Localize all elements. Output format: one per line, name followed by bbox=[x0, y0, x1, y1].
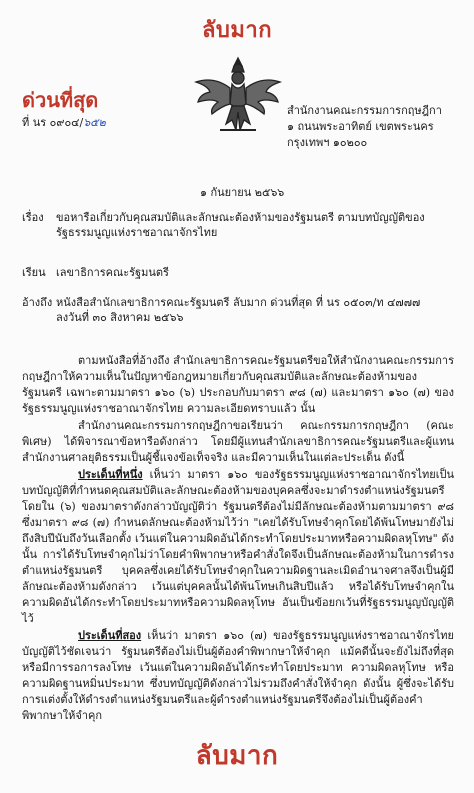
reference-number-prefix: ที่ นร ๐๙๐๔/ bbox=[22, 116, 84, 129]
issue-two-heading: ประเด็นที่สอง bbox=[78, 629, 142, 642]
issue-one-text: เห็นว่า มาตรา ๑๖๐ ของรัฐธรรมนูญแห่งราชอาณาจักรไทยเป็นบทบัญญัติที่กำหนดคุณสมบัติและลักษณะต้องห้ามของบุคคลซึ่งจะมาดำรงตำแหน่งรัฐมนตรี โดยใน (๖) ของมาตราดังกล่าวบัญญัติว่า รัฐมนตรีต้องไม่มีลักษณะต้องห้ามตามมาตรา ๙๘ ซึ่งมาตรา ๙๘ (๗) กำหนดลักษณะต้องห้ามไว้ว่า "เคยได้รับโทษจำคุกโดยได้พ้นโทษมายังไม่ถึงสิบปีนับถึงวันเลือกตั้ง เว้นแต่ในความผิดอันได้กระทำโดยประมาทหรือความผิดลหุโทษ" ดังนั้น การได้รับโทษจำคุกไม่ว่าโดยคำพิพากษาหรือคำสั่งใดจึงเป็นลักษณะต้องห้ามในการดำรงตำแหน่งรัฐมนตรี บุคคลซึ่งเคยได้รับโทษจำคุกในความผิดฐานละเมิดอำนาจศาลจึงเป็นผู้มีลักษณะต้องห้ามดังกล่าว เว้นแต่บุคคลนั้นได้พ้นโทษเกินสิบปีแล้ว หรือได้รับโทษจำคุกในความผิดอันได้กระทำโดยประมาทหรือความผิดลหุโทษ อันเป็นข้อยกเว้นที่รัฐธรรมนูญบัญญัติไว้ bbox=[22, 468, 454, 625]
subject-label: เรื่อง bbox=[22, 211, 44, 224]
sender-office: สำนักงานคณะกรรมการกฤษฎีกา bbox=[287, 104, 442, 117]
document-date: ๑ กันยายน ๒๕๖๖ bbox=[200, 186, 285, 199]
recipient-text: เลขาธิการคณะรัฐมนตรี bbox=[56, 266, 169, 279]
classification-header: ลับมาก bbox=[201, 18, 273, 43]
issue-two-text: เห็นว่า มาตรา ๑๖๐ (๗) ของรัฐธรรมนูญแห่งราชอาณาจักรไทยบัญญัติไว้ชัดเจนว่า รัฐมนตรีต้องไม่เป็นผู้ต้องคำพิพากษาให้จำคุก แม้คดีนั้นจะยังไม่ถึงที่สุด หรือมีการรอการลงโทษ เว้นแต่ในความผิดอันได้กระทำโดยประมาท ความผิดลหุโทษ หรือความผิดฐานหมิ่นประมาท ซึ่งบทบัญญัติดังกล่าวไม่รวมถึงคำสั่งให้จำคุก ดังนั้น ผู้ซึ่งจะได้รับการแต่งตั้งให้ดำรงตำแหน่งรัฐมนตรีและผู้ดำรงตำแหน่งรัฐมนตรีจึงต้องไม่เป็นผู้ต้องคำพิพากษาให้จำคุก bbox=[22, 629, 454, 722]
issue-one-heading: ประเด็นที่หนึ่ง bbox=[78, 468, 143, 481]
reference-text bbox=[56, 295, 456, 325]
reference-number-handwritten: ๖๕๒ bbox=[83, 116, 106, 129]
reference-number bbox=[22, 113, 106, 131]
reference-line1: หนังสือสำนักเลขาธิการคณะรัฐมนตรี ลับมาก ด่วนที่สุด ที่ นร ๐๕๐๓/ท ๔๗๗๗ bbox=[56, 296, 421, 309]
reference-line2: ลงวันที่ ๓๐ สิงหาคม ๒๕๖๖ bbox=[56, 311, 184, 324]
subject-line bbox=[22, 210, 456, 240]
body-paragraph-1: ตามหนังสือที่อ้างถึง สำนักเลขาธิการคณะรัฐมนตรีขอให้สำนักงานคณะกรรมการกฤษฎีกาให้ความเห็นในปัญหาข้อกฎหมายเกี่ยวกับคุณสมบัติและลักษณะต้องห้ามของรัฐมนตรี เฉพาะตามมาตรา ๑๖๐ (๖) ประกอบกับมาตรา ๙๘ (๗) และมาตรา ๑๖๐ (๗) ของรัฐธรรมนูญแห่งราชอาณาจักรไทย ความละเอียดทราบแล้ว นั้น bbox=[22, 354, 454, 415]
classification-footer: ลับมาก bbox=[195, 741, 279, 771]
body-paragraph-4 bbox=[22, 628, 454, 724]
sender-address bbox=[287, 103, 442, 151]
garuda-emblem-icon bbox=[190, 52, 286, 136]
sender-city: กรุงเทพฯ ๑๐๒๐๐ bbox=[287, 136, 368, 149]
urgency-label: ด่วนที่สุด bbox=[22, 88, 99, 112]
recipient-line bbox=[22, 265, 456, 280]
body-paragraph-3 bbox=[22, 467, 454, 627]
body-paragraph-2: สำนักงานคณะกรรมการกฤษฎีกาขอเรียนว่า คณะกรรมการกฤษฎีกา (คณะพิเศษ) ได้พิจารณาข้อหารือดังกล่าว โดยมีผู้แทนสำนักเลขาธิการคณะรัฐมนตรีและผู้แทนสำนักงานศาลยุติธรรมเป็นผู้ชี้แจงข้อเท็จจริง และมีความเห็นในแต่ละประเด็น ดังนี้ bbox=[22, 419, 454, 464]
recipient-label: เรียน bbox=[22, 266, 46, 279]
reference-label: อ้างถึง bbox=[22, 296, 53, 309]
reference-line bbox=[22, 295, 456, 325]
sender-street: ๑ ถนนพระอาทิตย์ เขตพระนคร bbox=[287, 120, 434, 133]
subject-text: ขอหารือเกี่ยวกับคุณสมบัติและลักษณะต้องห้ามของรัฐมนตรี ตามบทบัญญัติของรัฐธรรมนูญแห่งราชอาณาจักรไทย bbox=[56, 211, 425, 239]
